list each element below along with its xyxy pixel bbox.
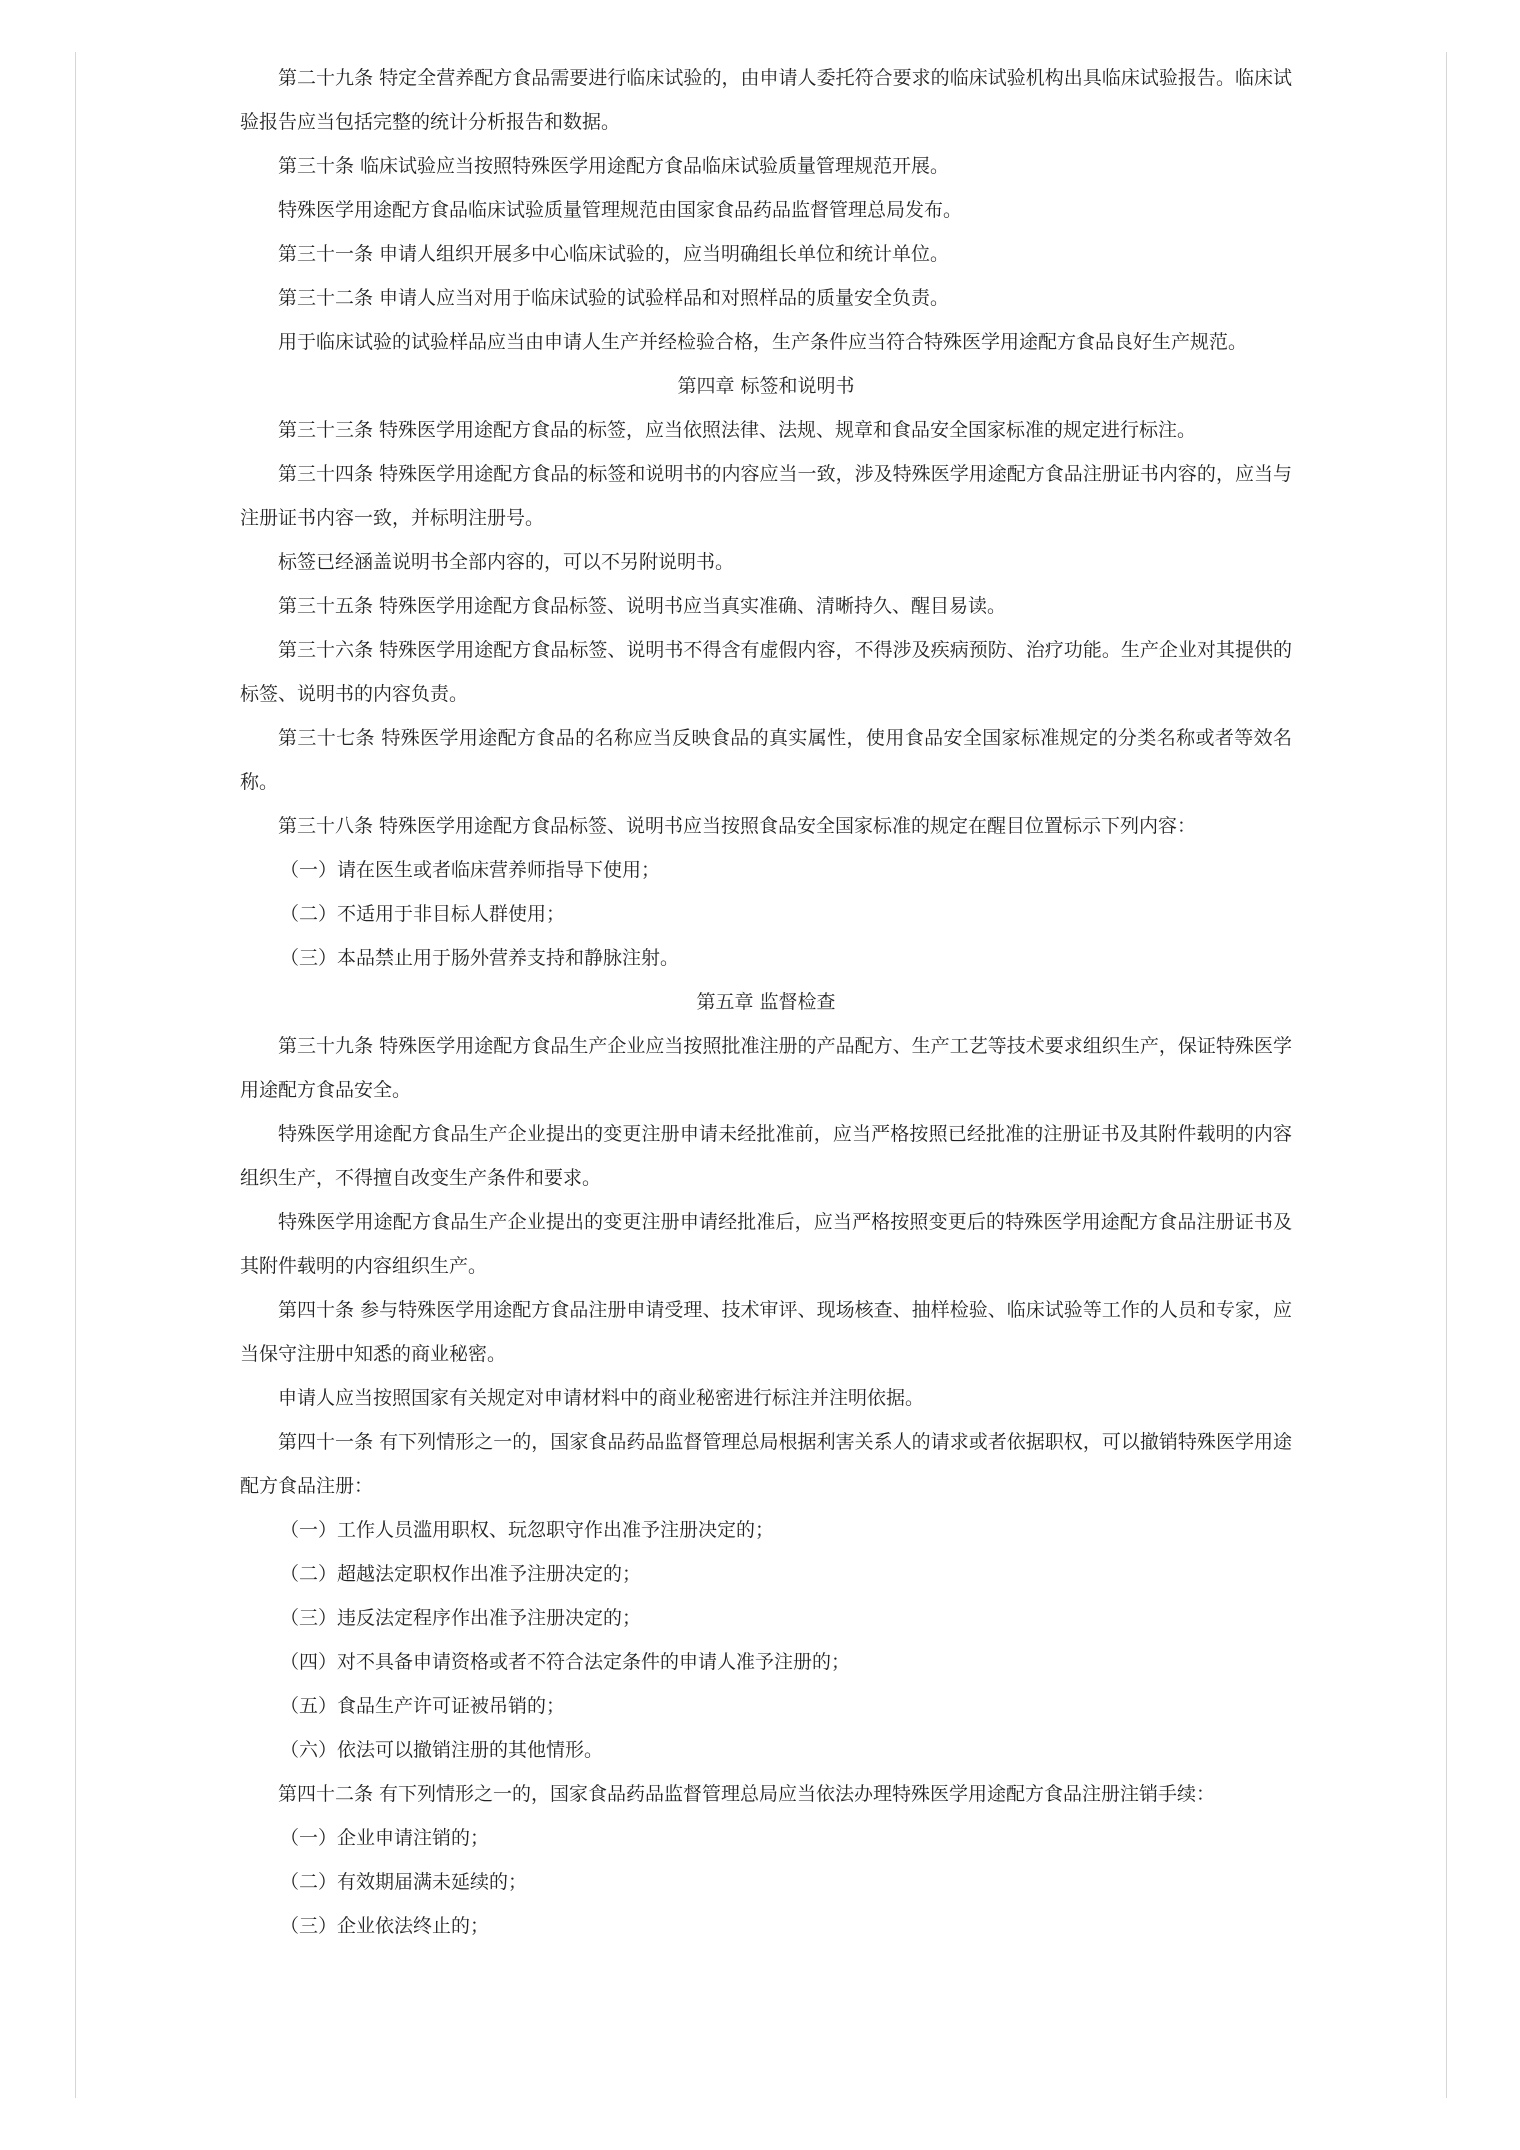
paragraph: 第四十二条 有下列情形之一的，国家食品药品监督管理总局应当依法办理特殊医学用途配方食品注册注销手续： bbox=[278, 1783, 1216, 1805]
paragraph: 第三十五条 特殊医学用途配方食品标签、说明书应当真实准确、清晰持久、醒目易读。 bbox=[278, 595, 1007, 617]
list-item: （三）企业依法终止的； bbox=[280, 1915, 490, 1937]
paragraph: 第三十三条 特殊医学用途配方食品的标签，应当依照法律、法规、规章和食品安全国家标准的规定进行标注。 bbox=[278, 419, 1197, 441]
paragraph: 第三十条 临床试验应当按照特殊医学用途配方食品临床试验质量管理规范开展。 bbox=[278, 155, 950, 177]
paragraph: 第三十七条 特殊医学用途配方食品的名称应当反映食品的真实属性，使用食品安全国家标准规定的分类名称或者等效名称。 bbox=[240, 727, 1292, 793]
list-item: （一）请在医生或者临床营养师指导下使用； bbox=[280, 859, 661, 881]
paragraph: 第四十条 参与特殊医学用途配方食品注册申请受理、技术审评、现场核查、抽样检验、临床试验等工作的人员和专家，应当保守注册中知悉的商业秘密。 bbox=[240, 1299, 1292, 1365]
paragraph: 特殊医学用途配方食品临床试验质量管理规范由国家食品药品监督管理总局发布。 bbox=[278, 199, 963, 221]
list-item: （二）超越法定职权作出准予注册决定的； bbox=[280, 1563, 642, 1585]
list-item: （二）有效期届满未延续的； bbox=[280, 1871, 528, 1893]
list-item: （一）企业申请注销的； bbox=[280, 1827, 490, 1849]
paragraph: 特殊医学用途配方食品生产企业提出的变更注册申请经批准后，应当严格按照变更后的特殊医学用途配方食品注册证书及其附件载明的内容组织生产。 bbox=[240, 1211, 1292, 1277]
list-item: （一）工作人员滥用职权、玩忽职守作出准予注册决定的； bbox=[280, 1519, 775, 1541]
chapter-heading: 第四章 标签和说明书 bbox=[677, 375, 855, 397]
paragraph: 第三十四条 特殊医学用途配方食品的标签和说明书的内容应当一致，涉及特殊医学用途配方食品注册证书内容的，应当与注册证书内容一致，并标明注册号。 bbox=[240, 463, 1292, 529]
paragraph: 第三十九条 特殊医学用途配方食品生产企业应当按照批准注册的产品配方、生产工艺等技术要求组织生产，保证特殊医学用途配方食品安全。 bbox=[240, 1035, 1292, 1101]
paragraph: 第四十一条 有下列情形之一的，国家食品药品监督管理总局根据利害关系人的请求或者依据职权，可以撤销特殊医学用途配方食品注册： bbox=[240, 1431, 1292, 1497]
chapter-heading: 第五章 监督检查 bbox=[696, 991, 836, 1013]
paragraph: 第三十二条 申请人应当对用于临床试验的试验样品和对照样品的质量安全负责。 bbox=[278, 287, 950, 309]
paragraph: 第三十八条 特殊医学用途配方食品标签、说明书应当按照食品安全国家标准的规定在醒目位置标示下列内容： bbox=[278, 815, 1197, 837]
list-item: （五）食品生产许可证被吊销的； bbox=[280, 1695, 566, 1717]
left-page-border bbox=[75, 52, 76, 2098]
list-item: （三）违反法定程序作出准予注册决定的； bbox=[280, 1607, 642, 1629]
document-page bbox=[240, 56, 1292, 1948]
paragraph: 第三十六条 特殊医学用途配方食品标签、说明书不得含有虚假内容，不得涉及疾病预防、治疗功能。生产企业对其提供的标签、说明书的内容负责。 bbox=[240, 639, 1292, 705]
paragraph: 申请人应当按照国家有关规定对申请材料中的商业秘密进行标注并注明依据。 bbox=[278, 1387, 925, 1409]
list-item: （六）依法可以撤销注册的其他情形。 bbox=[280, 1739, 604, 1761]
paragraph: 用于临床试验的试验样品应当由申请人生产并经检验合格，生产条件应当符合特殊医学用途配方食品良好生产规范。 bbox=[278, 331, 1248, 353]
list-item: （四）对不具备申请资格或者不符合法定条件的申请人准予注册的； bbox=[280, 1651, 851, 1673]
paragraph: 第二十九条 特定全营养配方食品需要进行临床试验的，由申请人委托符合要求的临床试验机构出具临床试验报告。临床试验报告应当包括完整的统计分析报告和数据。 bbox=[240, 67, 1292, 133]
list-item: （三）本品禁止用于肠外营养支持和静脉注射。 bbox=[280, 947, 680, 969]
right-page-border bbox=[1446, 52, 1447, 2098]
paragraph: 标签已经涵盖说明书全部内容的，可以不另附说明书。 bbox=[278, 551, 735, 573]
paragraph: 第三十一条 申请人组织开展多中心临床试验的，应当明确组长单位和统计单位。 bbox=[278, 243, 950, 265]
paragraph: 特殊医学用途配方食品生产企业提出的变更注册申请未经批准前，应当严格按照已经批准的注册证书及其附件载明的内容组织生产，不得擅自改变生产条件和要求。 bbox=[240, 1123, 1292, 1189]
list-item: （二）不适用于非目标人群使用； bbox=[280, 903, 566, 925]
